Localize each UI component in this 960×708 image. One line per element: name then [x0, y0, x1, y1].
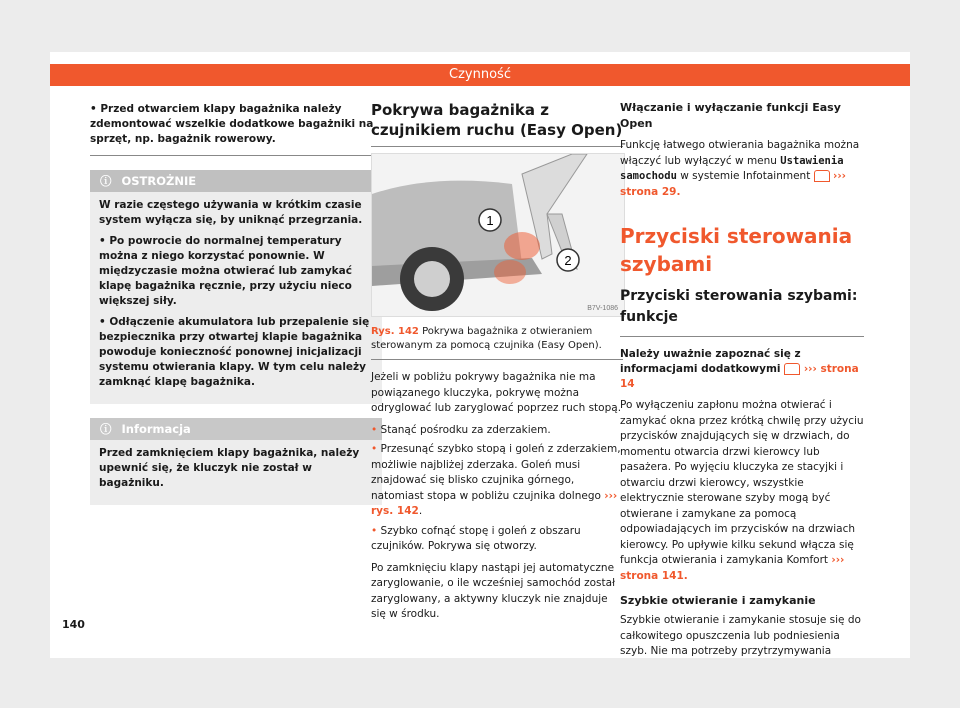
page-number: 140 — [62, 618, 85, 631]
right-column — [620, 96, 864, 660]
window-buttons-heading: Przyciski sterowania szybami — [620, 224, 853, 276]
caution-p1: W razie częstego używania w krótkim czasie system wyłącza się, by uniknąć przegrzania. — [99, 199, 363, 226]
page-29-link[interactable]: ››› strona 29. — [620, 170, 846, 198]
divider — [90, 155, 382, 156]
info-title — [90, 418, 382, 440]
info-body — [90, 440, 382, 505]
caption-text: Pokrywa bagażnika z otwieraniem sterowanym za pomocą czujnika (Easy Open). — [371, 326, 602, 351]
figure-label-1: 1 — [486, 213, 494, 228]
window-buttons-subheading: Przyciski sterowania szybami: funkcje — [620, 288, 858, 325]
bullet-3: • Szybko cofnąć stopę i goleń z obszaru czujników. Pokrywa się otworzy. — [371, 524, 581, 552]
middle-column — [371, 96, 623, 623]
info-title-text: Informacja — [121, 422, 191, 436]
divider — [620, 336, 864, 337]
caution-title — [90, 170, 382, 192]
figure-caption — [371, 325, 623, 353]
bullet-1: • Stanąć pośrodku za zderzakiem. — [371, 423, 551, 436]
left-column — [90, 96, 382, 505]
divider — [371, 359, 623, 360]
trunk-illustration — [372, 154, 624, 316]
page-14-link[interactable]: ››› strona 14 — [620, 363, 859, 390]
warning-circle-icon: ⓘ — [100, 174, 112, 188]
window-p2: Po wyłączeniu zapłonu można otwierać i zamykać okna przez krótką chwilę przy użyciu przycisków znajdujących się w drzwiach, do momentu otwarcia drzwi kierowcy lub pasażera. Po wyjęciu kluczyka ze stacyjki i otwarciu drzwi kierowcy, wszystkie elektrycznie sterowane szyby mogą być otwierane i zamykane za pomocą odpowiadających im przycisków na drzwiach kierowcy. Po upływie kilku sekund włącza się funkcja otwierania i zamykania Komfort ››› strona 141. — [620, 399, 864, 582]
info-icon: ⓘ — [100, 422, 112, 436]
caution-box — [90, 170, 382, 404]
info-box — [90, 418, 382, 505]
easy-open-p1: Jeżeli w pobliżu pokrywy bagażnika nie ma powiązanego kluczyka, pokrywę można odryglować lub zaryglować poprzez ruch stopą. — [371, 371, 622, 414]
easy-open-toggle-text: Funkcję łatwego otwierania bagażnika można włączyć lub wyłączyć w menu Ustawienia samochodu w systemie Infotainment ››› strona 29. — [620, 139, 860, 198]
intro-bullet: • Przed otwarciem klapy bagażnika należy zdemontować wszelkie dodatkowe bagażniki na sprzęt, np. bagażnik rowerowy. — [90, 103, 374, 145]
easy-open-p2: Po zamknięciu klapy nastąpi jej automatyczne zaryglowanie, o ile wcześniej samochód został zaryglowany, a aktywny kluczyk nie znajduje się w środku. — [371, 561, 616, 620]
window-p3: Szybkie otwieranie i zamykanie stosuje się do całkowitego opuszczenia lub podniesienia szyb. Nie ma potrzeby przytrzymywania — [620, 614, 861, 657]
manual-page — [50, 52, 910, 658]
page-141-link[interactable]: ››› strona 141. — [620, 554, 845, 582]
car-icon — [814, 170, 830, 182]
caption-ref: Rys. 142 — [371, 326, 419, 337]
caution-p2: • Po powrocie do normalnej temperatury można z niego korzystać ponownie. W międzyczasie można otwierać lub zamykać klapę bagażnika ręcznie, przy użyciu nieco większej siły. — [99, 235, 352, 307]
rys-142-link[interactable]: ››› rys. 142 — [371, 489, 618, 517]
caution-p3: • Odłączenie akumulatora lub przepalenie się bezpiecznika przy otwartej klapie bagażnika powoduje konieczność ponownej inicjalizacji systemu otwierania klapy. W tym celu należy zamknąć klapę bagażnika. — [99, 316, 370, 388]
caution-body — [90, 192, 382, 404]
bullet-2: • Przesunąć szybko stopą i goleń z zderzakiem, możliwie najbliżej zderzaka. Goleń musi znajdować się blisko czujnika górnego, natomiast stopa w pobliżu czujnika dolnego ››› rys. 142. — [371, 443, 621, 517]
figure-code: B7V-1086 — [587, 305, 618, 312]
divider — [371, 146, 623, 147]
settings-menu-name: Ustawienia samochodu — [620, 154, 844, 182]
notice-para: Należy uważnie zapoznać się z informacjami dodatkowymi ››› strona 14 — [620, 348, 859, 390]
figure-trunk-sensor — [371, 153, 625, 317]
figure-label-2: 2 — [564, 253, 572, 268]
easy-open-toggle-heading: Włączanie i wyłączanie funkcji Easy Open — [620, 101, 841, 130]
car-icon — [784, 363, 800, 375]
section-header: Czynność — [50, 64, 910, 86]
caution-title-text: OSTROŻNIE — [121, 174, 197, 188]
info-p1: Przed zamknięciem klapy bagażnika, należy upewnić się, że kluczyk nie został w bagażniku. — [99, 447, 360, 489]
quick-open-subheading: Szybkie otwieranie i zamykanie — [620, 594, 816, 607]
easy-open-heading: Pokrywa bagażnika z czujnikiem ruchu (Easy Open) — [371, 101, 623, 139]
